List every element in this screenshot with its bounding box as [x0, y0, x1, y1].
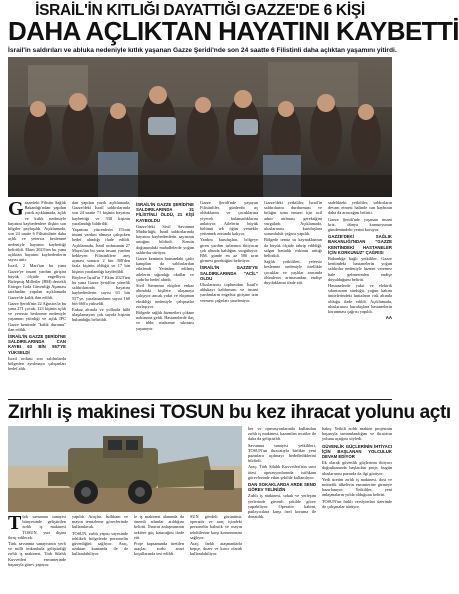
tosun-vehicle-illustration	[8, 426, 242, 512]
paragraph: ürk savunma sanayisi bünyesinde geliştirilen zırhlı iş makinesi TOSUN, yurt dışına ihraç edilecek.	[8, 514, 66, 540]
article2-column-6	[322, 426, 392, 594]
paragraph: İlk olarak güvenlik güçlerinin ihtiyacı doğrultusunda başlatılan proje, bugün uluslararası pazarda da ilgi görüyor.	[322, 460, 392, 476]
article2-column-2	[72, 514, 128, 594]
section-heading: İSRAİL'İN GAZZE'YE SALDIRILARINDA "ACİL" OLDU	[200, 265, 258, 281]
paragraph: İsrail ordusu son saldırılarda bölgeden ayrılmaya çalışanları hedef aldı.	[8, 355, 66, 372]
paragraph: Gazze Şeridi'nin 22 Ağustos'ta bu yana 271 çocuk, 123 kişinin açlık ve yetersiz beslenme nedeniyle yaşamını yitirdiği ve açlık IPC Gazze kentinde "kıtlık durumu" ilan edildi.	[8, 300, 66, 332]
paragraph: Gazze Şeridi'nde yaşanan insani kriz, dünya kamuoyunun gündemindeki yerini koruyor.	[328, 216, 392, 233]
paragraph: Gazze Şeridi'nde yaşayan Filistinliler, günlerdir aç olduklarını ve çocuklarına yiyecek bulamadıklarını anlatıyor. Ailelerin büyük bölümü tek öğün yemekle yetinmek zorunda kalıyor.	[200, 200, 258, 237]
section-divider	[8, 399, 392, 400]
paragraph: Zırhlı iş makinesi, sokak ve yerleşim yerlerinde güvenli şekilde görev yapabiliyor. Operatör kabini, patlayıcılara karşı özel koruma ile donatıldı.	[248, 493, 316, 520]
paragraph: ber ve operasyonlarında kullanılan zırhlı iş makinesi, kazanılan tecrübe ile daha da geliştirildi.	[248, 426, 316, 442]
paragraph: TOSUN'un farklı versiyonları üzerinde de çalışmalar sürüyor.	[322, 498, 392, 509]
dropcap: T	[8, 512, 22, 534]
paragraph: Türk savunma sanayisinin yerli ve milli imkanlarla geliştirdiği zırhlı iş makinesi, Türk Silahlı Kuvvetleri envanterinde başarıyla görev yapıyor.	[8, 541, 66, 567]
dropcap: G	[8, 198, 24, 220]
paragraph: SUN gövdeli görüntüsü, operatör ve araç içindeki personelin balistik ve mayın tehditlerine karşı korunmasını sağlıyor.	[190, 514, 242, 540]
article2-column-1	[8, 514, 66, 594]
source-mark: AA	[385, 315, 392, 321]
section-heading: DAN SOKAKLARDA ARDE SEND GÖREV YELİNİZİN	[248, 482, 316, 493]
paragraph: azzedeki Filistin Sağlık Bakanlığı'ndan yapılan yazılı açıklamada, açlık ve kıtlık nedeniyle hayatını kaybedenlere ilişkin son bilgiler paylaşıldı. Açıklamada, son 24 saatte 6 Filistinlinin daha açlık ve yetersiz beslenme nedeniyle hayatını kaybettiği belirtildi. Ekim 2023'ten bu yana açlıktan hayatını kaybedenlerin sayısı arttı.	[8, 200, 66, 263]
subheadline: İsrail'in saldırıları ve abluka nedeniyle kıtlık yaşanan Gazze Şeridi'nde son 24 saatte 6 Filistinli daha açlıktan yaşamını yitirdi.	[8, 47, 397, 54]
paragraph: Sivil Savunma ekipleri enkaz altındaki kişilere ulaşmaya çalışıyor ancak yakıt ve ekipman eksikliği nedeniyle çalışmalar zorlaşıyor.	[136, 283, 194, 309]
paragraph: Hastanelerde yakıt ve elektrik sıkıntısının sürdüğü, yoğun bakım ünitelerindeki hastaların risk altında olduğu ifade edildi. Açıklamada, uluslararası kuruluşlara hastanelerin korunması çağrısı yapıldı.	[328, 283, 392, 315]
paragraph: Gazze kentinin batısındaki çadır kampları da saldırılardan etkilendi. Yerinden edilmiş ailelerin sığındığı okullar ve çadırlar hedef alındı.	[136, 256, 194, 282]
section-heading: GÜVENLİK GÜÇLERİNİN İHTİYACI İÇİN BAŞLANAN YOLCULUK DEVAM EDİYOR	[322, 443, 392, 460]
paragraph: le iş makinesi alanında da önemli adımlar atıldığını belirtti. İhracat anlaşmasının sektöre güç katacağını ifade etti.	[134, 514, 184, 540]
article1-body	[8, 200, 392, 398]
paragraph: sadelikteki yetkililer, saldırıların devam etmesi halinde can kaybının daha da artacağını belirtti.	[328, 200, 392, 216]
paragraph: dan yapılan yazılı açıklamada, Gazze'deki İsrail saldırılarında son 24 saatte 71 kişinin hayatını kaybettiği ve 338 kişinin yaralandığı bildirildi.	[72, 200, 130, 226]
gaza-crowd-photo	[8, 57, 392, 197]
section-heading: İSRAİL'İN GAZZE ŞERİDİ'NE SALDIRILARINDA 31 FİLİSTİNLİ ÖLDÜ, 21 KİŞİ KAYBOLDU	[136, 202, 194, 223]
paragraph: Bölgede sağlık hizmetleri çökme noktasına geldi. Hastanelerde ilaç ve tıbbi malzeme sıkıntısı yaşanıyor.	[136, 310, 194, 331]
paragraph: Gazze'deki yetkililer, İsrail'in saldırılarını durdurması ve kıtlığın sona ermesi için acil adım atılması gerektiğini vurguladı. Açıklamada, uluslararası kuruluşlara sorumluluk çağrısı yapıldı.	[264, 200, 322, 237]
article2-column-3	[134, 514, 184, 594]
headline-top: İSRAİL'İN KITLIĞI DAYATTIĞI GAZZE'DE 6 KİŞİ	[35, 2, 365, 19]
paragraph: Uluslararası toplumdan İsrail'e ablukayı kaldırması ve insani yardımların engelsiz girişine izin vermesi çağrıları yineleniyor.	[200, 282, 258, 303]
paragraph: Bakanlığa bağlı yetkililer, Gazze kentindeki hastanelerin yoğun saldırılar nedeniyle hizmet veremez hale gelmesinden endişe duyulduğunu belirtti.	[328, 256, 392, 282]
paragraph: bakış: Yetkili zırhlı makine projesinin başarıyla tamamlandığını ve ihracatın yolunu açtığını söyledi.	[322, 426, 392, 442]
paragraph: Böylece İsrail'in 7 Ekim 2023'ten bu yana Gazze Şeridi'ne yönelik saldırılarında hayatını kaybedenlerin sayısı 63 bin 557'ye, yaralananların sayısı 160 bin 660'a yükseldi.	[72, 274, 130, 306]
article2-column-5	[248, 426, 316, 594]
paragraph: Enkaz altında ve yollarda hâlâ ulaşılamayan çok sayıda kişinin bulunduğu belirtildi.	[72, 307, 130, 323]
article1-column-4	[200, 200, 258, 398]
paragraph: TOSUN, zırhlı yapısı sayesinde tehlikeli bölgelerde personelin güvenliğini sağlıyor. Araç, uzaktan kumanda ile de kullanılabiliyor.	[72, 530, 128, 557]
paragraph: Araç, Türk Silahlı Kuvvetleri'nin sınır ötesi operasyonlarında istihkam görevlerinde etkin şekilde kullanılıyor.	[248, 464, 316, 480]
section-heading: İSRAİL'İN GAZZE ŞERİDİ'NE SALDIRILARINDA CAN KAYBI 63 BİN 557'YE YÜKSELDİ	[8, 334, 66, 355]
section-heading: GAZZE'DEKİ SAĞLIK BAKANLIĞI'NDAN "GAZZE KENTİNDEKİ HASTANELER İÇİN KORKUNUZ" ÇAĞRISI	[328, 234, 392, 255]
paragraph: Proje kapsamında üretilen araçlar, zorlu arazi koşullarında test edildi.	[134, 541, 184, 557]
paragraph: yapıldı. Araçlar, İstihkam ve mayın temizleme görevlerinde kullanılacak.	[72, 514, 128, 530]
paragraph: Bölgede temiz su kaynaklarının da büyük ölçüde tahrip edildiği, salgın hastalık riskinin arttığı belirtildi.	[264, 237, 322, 259]
paragraph: Yaşamını yitirenlerin 15'inin insani yardım almaya çalışırken hedef alındığı ifade edildi. Açıklamada, İsrail ordusunun 27 Mayıs'tan bu yana insani yardım bekleyen Filistinlilere ateş açması sonucu 2 bin 300'den fazla kişinin öldüğü ve 17 bin kişinin yaralandığı kaydedildi.	[72, 227, 130, 274]
tosun-vehicle-photo	[8, 426, 242, 512]
paragraph: Sağlık yetkilileri, yetersiz beslenme nedeniyle özellikle çocuklar ve yaşlılar arasında ölümlerin artmasından endişe duyduklarını ifade etti.	[264, 259, 322, 286]
article1-column-3	[136, 200, 194, 398]
article1-column-5	[264, 200, 322, 398]
paragraph: İsrail, 2 Mart'tan bu yana Gazze'ye insani yardım girişini büyük ölçüde engelliyor. Birleşmiş Milletler (BM) destekli Entegre Gıda Güvenliği Aşaması tarafından yapılan açıklamada Gazze'de kıtlık ilan edildi.	[8, 263, 66, 300]
paragraph: Yardım kuruluşları, bölgeye giren yardım tırlarının ihtiyacın çok altında kaldığını vurguluyor. BM, günde en az 500 tırın girmesi gerektiğini belirtiyor.	[200, 237, 258, 264]
paragraph: Savunma sanayisi yetkilileri, TOSUN'un ihracatıyla birlikte yeni pazarlara açılmayı hedeflediklerini bildirdi.	[248, 442, 316, 464]
gaza-crowd-photo-illustration	[8, 57, 392, 197]
article1-column-1	[8, 200, 66, 398]
headline-tosun: Zırhlı iş makinesi TOSUN bu kez ihracat yolunu açtı	[8, 402, 451, 423]
article1-column-2	[72, 200, 130, 398]
article2-column-4	[190, 514, 242, 594]
headline-main: DAHA AÇLIKTAN HAYATINI KAYBETTİ	[8, 16, 459, 46]
paragraph: Gazze'deki Sivil Savunma Müdürlüğü, İsrail saldırılarında hayatını kaybedenlerin sayısının arttığını bildirdi. Kentin doğusundaki mahallelerde yoğun saldırılar sürüyor.	[136, 223, 194, 255]
article1-column-6	[328, 200, 392, 398]
paragraph: Araç, farklı ataşmanlarla kepçe, dozer ve kırıcı olarak kullanılabiliyor.	[190, 541, 242, 557]
paragraph: Yerli üretim zırhlı iş makinesi, dost ve müttefik ülkelerin envanterine girmeye hazırlanıyor. Yetkililer, yeni anlaşmaların yolda olduğunu belirtti.	[322, 476, 392, 498]
